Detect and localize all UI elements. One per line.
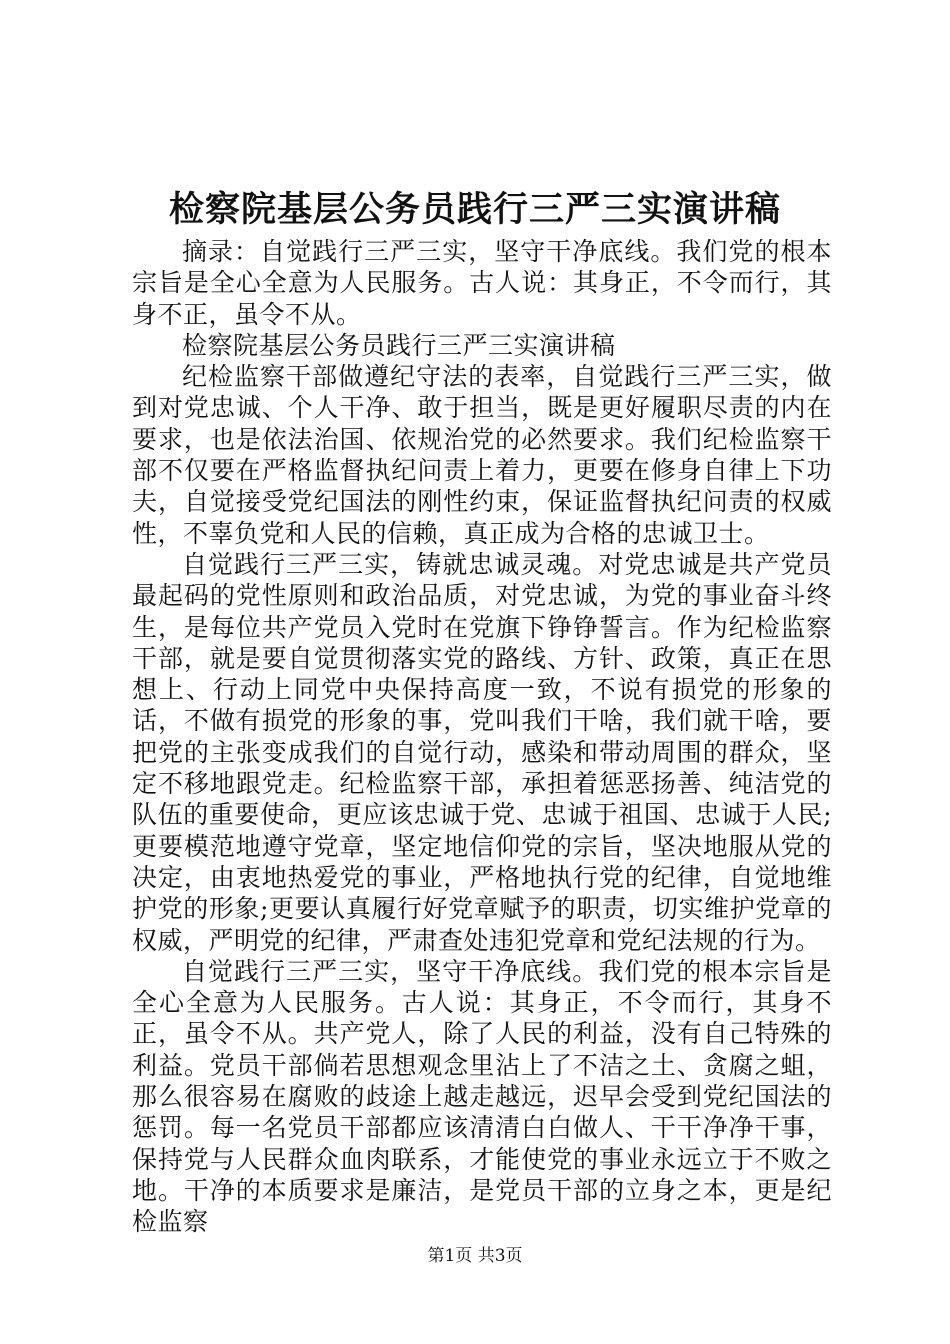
body-paragraph: 自觉践行三严三实，坚守干净底线。我们党的根本宗旨是全心全意为人民服务。古人说：其身正，不令而行，其身不正，虽令不从。共产党人，除了人民的利益，没有自己特殊的利益。党员干部倘若思想观念里沾上了不洁之土、贪腐之蛆，那么很容易在腐败的歧途上越走越远，迟早会受到党纪国法的惩罚。每一名党员干部都应该清清白白做人、干干净净干事，保持党与人民群众血肉联系，才能使党的事业永远立于不败之地。干净的本质要求是廉洁，是党员干部的立身之本，更是纪检监察: [132, 956, 832, 1237]
subtitle-paragraph: 检察院基层公务员践行三严三实演讲稿: [182, 330, 616, 360]
document-body: [132, 236, 832, 1238]
page-footer: 第1页 共3页: [427, 1246, 523, 1266]
document-title: 检察院基层公务员践行三严三实演讲稿: [168, 189, 781, 230]
body-paragraph: 纪检监察干部做遵纪守法的表率，自觉践行三严三实，做到对党忠诚、个人干净、敢于担当，既是更好履职尽责的内在要求，也是依法治国、依规治党的必然要求。我们纪检监察干部不仅要在严格监督执纪问责上着力，更要在修身自律上下功夫，自觉接受党纪国法的刚性约束，保证监督执纪问责的权威性，不辜负党和人民的信赖，真正成为合格的忠诚卫士。: [132, 362, 832, 548]
abstract-paragraph: 摘录：自觉践行三严三实，坚守干净底线。我们党的根本宗旨是全心全意为人民服务。古人说：其身正，不令而行，其身不正，虽令不从。: [132, 237, 832, 329]
body-paragraph: 自觉践行三严三实，铸就忠诚灵魂。对党忠诚是共产党员最起码的党性原则和政治品质，对党忠诚，为党的事业奋斗终生，是每位共产党员入党时在党旗下铮铮誓言。作为纪检监察干部，就是要自觉贯彻落实党的路线、方针、政策，真正在思想上、行动上同党中央保持高度一致，不说有损党的形象的话，不做有损党的形象的事，党叫我们干啥，我们就干啥，要把党的主张变成我们的自觉行动，感染和带动周围的群众，坚定不移地跟党走。纪检监察干部，承担着惩恶扬善、纯洁党的队伍的重要使命，更应该忠诚于党、忠诚于祖国、忠诚于人民;更要模范地遵守党章，坚定地信仰党的宗旨，坚决地服从党的决定，由衷地热爱党的事业，严格地执行党的纪律，自觉地维护党的形象;更要认真履行好党章赋予的职责，切实维护党章的权威，严明党的纪律，严肃查处违犯党章和党纪法规的行为。: [132, 549, 832, 955]
